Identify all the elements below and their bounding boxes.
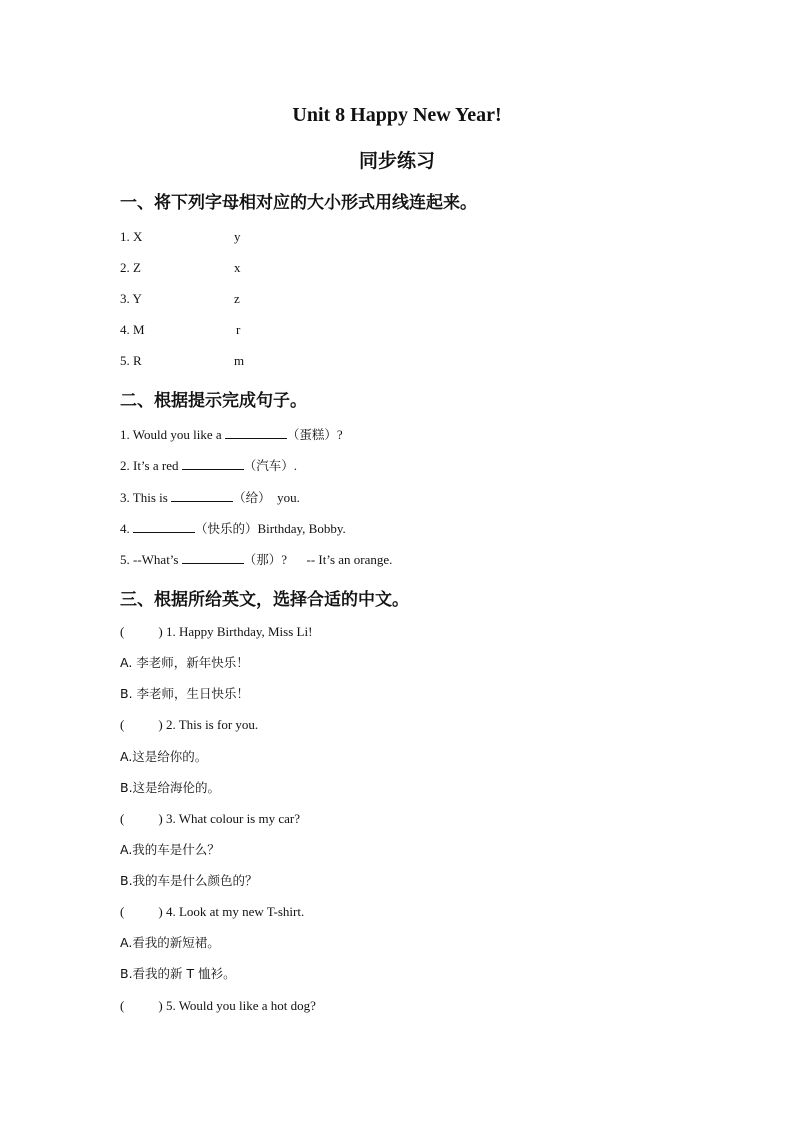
hint-text: （快乐的） xyxy=(195,521,258,536)
match-left-item: 5. R xyxy=(120,353,142,368)
match-left-item: 3. Y xyxy=(120,291,142,306)
match-right-item: m xyxy=(234,353,245,368)
fill-sentence xyxy=(120,457,297,474)
answer-paren-close: ) xyxy=(158,998,163,1013)
section-3-heading: 三、根据所给英文，选择合适的中文。 xyxy=(120,590,409,610)
question-text: 2. This is for you. xyxy=(165,717,259,732)
answer-paren-close: ) xyxy=(158,624,163,639)
fill-sentence xyxy=(120,489,300,506)
match-right-item: r xyxy=(236,322,241,337)
option-a: A.看我的新短裙。 xyxy=(120,935,220,950)
section-1-heading: 一、将下列字母相对应的大小形式用线连起来。 xyxy=(120,193,477,213)
answer-paren-open[interactable]: ( xyxy=(120,904,125,919)
option-b: B. 李老师，生日快乐！ xyxy=(120,686,250,701)
hint-text: （汽车） xyxy=(243,458,294,473)
question-line xyxy=(120,904,304,920)
hint-text: （那） xyxy=(243,552,282,567)
question-text: 1. Happy Birthday, Miss Li! xyxy=(165,624,313,639)
option-a: A. 李老师，新年快乐！ xyxy=(120,655,249,670)
question-text: 4. Look at my new T-shirt. xyxy=(165,904,305,919)
question-line xyxy=(120,998,316,1014)
answer-blank[interactable] xyxy=(225,426,287,439)
match-right-item: z xyxy=(234,291,240,306)
sentence-end: ? -- It’s an orange. xyxy=(281,552,393,567)
answer-blank[interactable] xyxy=(133,520,195,533)
option-b: B.看我的新 T 恤衫。 xyxy=(120,966,236,981)
answer-blank[interactable] xyxy=(182,457,244,470)
option-a: A.这是给你的。 xyxy=(120,749,208,764)
hint-text: （蛋糕） xyxy=(286,427,337,442)
fill-sentence xyxy=(120,520,346,537)
question-line xyxy=(120,624,312,640)
answer-paren-close: ) xyxy=(158,717,163,732)
match-left-item: 1. X xyxy=(120,229,143,244)
sentence-text: 2. It’s a red xyxy=(120,458,182,473)
page-title: Unit 8 Happy New Year! xyxy=(292,104,502,126)
sentence-end: you. xyxy=(270,490,300,505)
sentence-end: ? xyxy=(336,427,343,442)
option-b: B.我的车是什么颜色的？ xyxy=(120,873,258,888)
answer-paren-open[interactable]: ( xyxy=(120,811,125,826)
fill-sentence xyxy=(120,551,392,568)
sentence-text: 3. This is xyxy=(120,490,172,505)
question-line xyxy=(120,717,258,733)
sentence-text: 4. xyxy=(120,521,133,536)
answer-paren-close: ) xyxy=(158,904,163,919)
page-subtitle: 同步练习 xyxy=(358,150,435,172)
match-right-item: y xyxy=(234,229,241,244)
answer-paren-open[interactable]: ( xyxy=(120,717,125,732)
question-line xyxy=(120,811,300,827)
hint-text: （给） xyxy=(233,490,271,505)
match-left-item: 2. Z xyxy=(120,260,141,275)
answer-paren-open[interactable]: ( xyxy=(120,624,125,639)
sentence-text: 5. --What’s xyxy=(120,552,182,567)
option-b: B.这是给海伦的。 xyxy=(120,780,221,795)
option-a: A.我的车是什么？ xyxy=(120,842,220,857)
sentence-end: Birthday, Bobby. xyxy=(257,521,346,536)
match-right-item: x xyxy=(234,260,241,275)
sentence-text: 1. Would you like a xyxy=(120,427,225,442)
answer-paren-close: ) xyxy=(158,811,163,826)
question-text: 5. Would you like a hot dog? xyxy=(165,998,316,1013)
match-left-item: 4. M xyxy=(120,322,145,337)
sentence-end: . xyxy=(293,458,297,473)
answer-blank[interactable] xyxy=(171,489,233,502)
fill-sentence xyxy=(120,426,343,443)
question-text: 3. What colour is my car? xyxy=(165,811,300,826)
answer-blank[interactable] xyxy=(182,551,244,564)
answer-paren-open[interactable]: ( xyxy=(120,998,125,1013)
section-2-heading: 二、根据提示完成句子。 xyxy=(120,391,307,411)
